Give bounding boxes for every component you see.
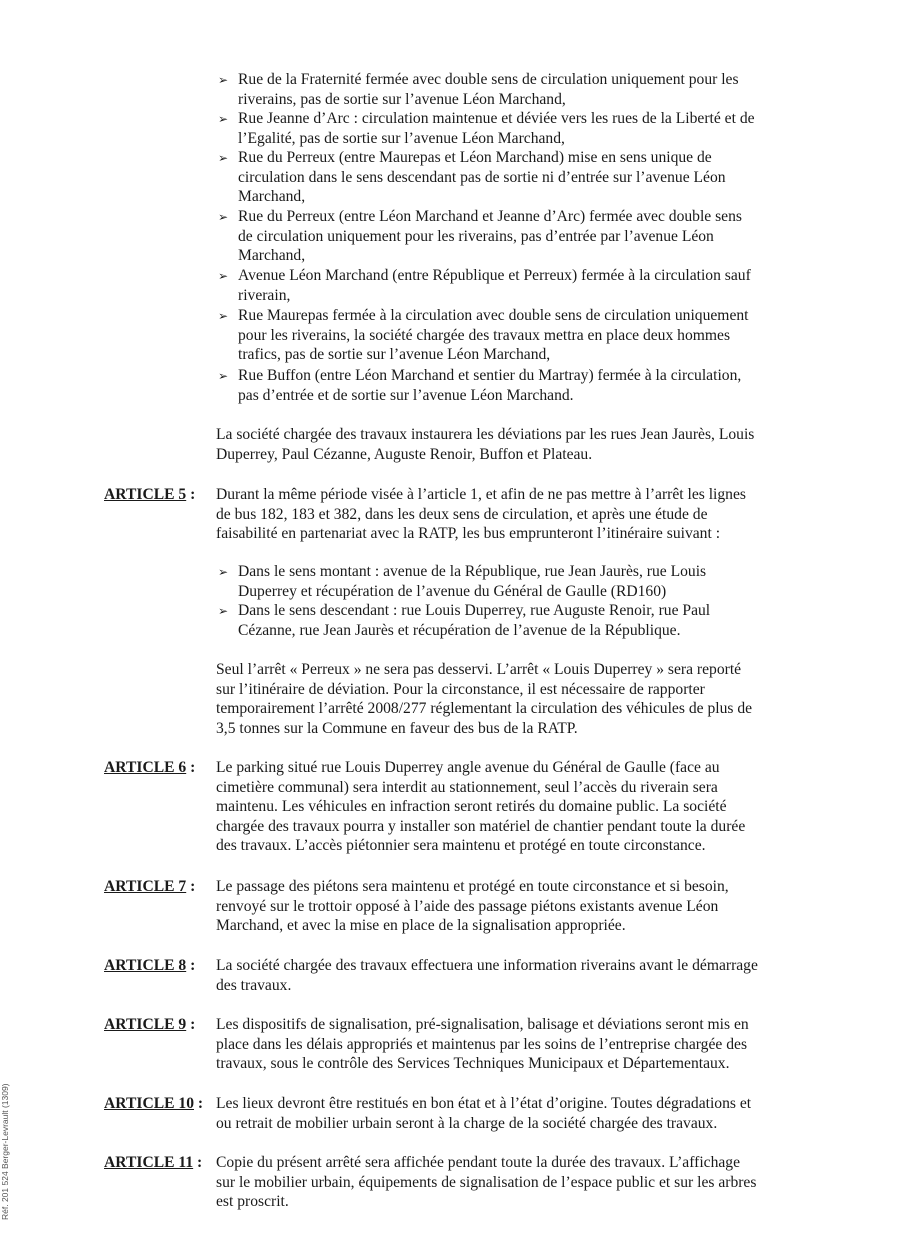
bullet-line: Avenue Léon Marchand (entre République et Perreux) fermée à la circulation sauf <box>238 267 751 284</box>
bullet-line: Marchand, <box>238 188 306 205</box>
article-label <box>104 956 195 976</box>
bullet-line: Duperrey et récupération de l’avenue du Général de Gaulle (RD160) <box>238 582 667 600</box>
bullet-line: Rue Maurepas fermée à la circulation avec double sens de circulation uniquement <box>238 307 749 324</box>
bullet-line: Rue du Perreux (entre Maurepas et Léon Marchand) mise en sens unique de <box>238 149 712 166</box>
article-text-line: renvoyé sur le trottoir opposé à l’aide des passage piétons existants avenue Léon <box>216 897 719 915</box>
bullet-arrow-icon: ➢ <box>218 210 229 224</box>
article-separator: : <box>194 1095 204 1112</box>
bullet-line: riverains, pas de sortie sur l’avenue Léon Marchand, <box>238 90 566 108</box>
article-text-line: chargée des travaux pourra y installer son matériel de chantier pendant toute la durée <box>216 817 746 835</box>
article-label <box>104 1153 202 1173</box>
bullet-line: de circulation uniquement pour les riverains, pas d’entrée par l’avenue Léon <box>238 227 714 245</box>
bullet-arrow-icon: ➢ <box>218 73 229 87</box>
article-text-line: cimetière communal) sera interdit au stationnement, seul l’accès du riverain sera <box>216 778 718 796</box>
article-label <box>104 1094 203 1114</box>
article-text-line: ou retrait de mobilier urbain seront à la charge de la société chargée des travaux. <box>216 1114 718 1132</box>
article-number: ARTICLE 7 <box>104 878 187 895</box>
paragraph-line: temporairement l’arrêté 2008/277 réglementant la circulation des véhicules de plus de <box>216 700 753 717</box>
article-separator: : <box>186 878 196 895</box>
paragraph-line: sur l’itinéraire de déviation. Pour la circonstance, il est nécessaire de rapporter <box>216 680 705 698</box>
article-text-line: Les dispositifs de signalisation, pré-signalisation, balisage et déviations seront mis en <box>216 1016 749 1033</box>
article-text-line: est proscrit. <box>216 1193 289 1210</box>
bullet-arrow-icon: ➢ <box>218 369 229 383</box>
article-label <box>104 877 195 897</box>
bullet-line: Marchand, <box>238 247 306 264</box>
article-text-line: de bus 182, 183 et 382, dans les deux sens de circulation, et après une étude de <box>216 505 708 523</box>
article-text-line: La société chargée des travaux effectuera une information riverains avant le démarrage <box>216 957 758 974</box>
paragraph-line: Seul l’arrêt « Perreux » ne sera pas desservi. L’arrêt « Louis Duperrey » sera reporté <box>216 661 742 678</box>
article-number: ARTICLE 11 <box>104 1154 194 1171</box>
bullet-line: riverain, <box>238 286 291 304</box>
bullet-line: Dans le sens montant : avenue de la République, rue Jean Jaurès, rue Louis <box>238 563 707 580</box>
article-text-line: Le parking situé rue Louis Duperrey angle avenue du Général de Gaulle (face au <box>216 759 720 776</box>
article-text-line: Le passage des piétons sera maintenu et protégé en toute circonstance et si besoin, <box>216 878 729 895</box>
bullet-line: Rue Buffon (entre Léon Marchand et sentier du Martray) fermée à la circulation, <box>238 367 742 384</box>
bullet-line: circulation dans le sens descendant pas de sortie ni d’entrée sur l’avenue Léon <box>238 168 726 186</box>
bullet-line: Rue Jeanne d’Arc : circulation maintenue et déviée vers les rues de la Liberté et de <box>238 110 755 127</box>
article-number: ARTICLE 5 <box>104 486 187 503</box>
article-separator: : <box>186 957 196 974</box>
bullet-arrow-icon: ➢ <box>218 565 229 579</box>
article-separator: : <box>186 1016 196 1033</box>
article-text-line: maintenu. Les véhicules en infraction seront retirés du domaine public. La société <box>216 798 727 815</box>
article-number: ARTICLE 9 <box>104 1016 187 1033</box>
bullet-arrow-icon: ➢ <box>218 269 229 283</box>
bullet-arrow-icon: ➢ <box>218 151 229 165</box>
bullet-line: Dans le sens descendant : rue Louis Duperrey, rue Auguste Renoir, rue Paul <box>238 602 711 619</box>
bullet-line: Rue du Perreux (entre Léon Marchand et Jeanne d’Arc) fermée avec double sens <box>238 208 742 225</box>
article-separator: : <box>186 486 196 503</box>
article-label <box>104 485 195 505</box>
article-text-line: Les lieux devront être restitués en bon état et à l’état d’origine. Toutes dégradations et <box>216 1095 752 1112</box>
bullet-line: l’Egalité, pas de sortie sur l’avenue Léon Marchand, <box>238 129 565 147</box>
side-reference: Réf. 201 524 Berger-Levrault (1309) <box>0 1083 10 1220</box>
article-text-line: Durant la même période visée à l’article 1, et afin de ne pas mettre à l’arrêt les lignes <box>216 486 746 503</box>
article-text-line: sur le mobilier urbain, équipements de signalisation de l’espace public et sur les arbres <box>216 1173 757 1191</box>
paragraph-line: 3,5 tonnes sur la Commune en faveur des bus de la RATP. <box>216 719 578 737</box>
bullet-arrow-icon: ➢ <box>218 112 229 126</box>
article-label <box>104 758 195 778</box>
article-text-line: des travaux. L’accès piétonnier sera maintenu et protégé en toute circonstance. <box>216 837 706 854</box>
bullet-arrow-icon: ➢ <box>218 604 229 618</box>
bullet-line: trafics, pas de sortie sur l’avenue Léon Marchand, <box>238 346 551 363</box>
bullet-line: Cézanne, rue Jean Jaurès et récupération de l’avenue de la République. <box>238 621 681 639</box>
article-text-line: place dans les délais appropriés et maintenus par les soins de l’entreprise chargée des <box>216 1035 748 1053</box>
bullet-line: pas d’entrée et de sortie sur l’avenue Léon Marchand. <box>238 386 574 404</box>
paragraph-line: La société chargée des travaux instaurera les déviations par les rues Jean Jaurès, Louis <box>216 426 755 443</box>
article-number: ARTICLE 8 <box>104 957 187 974</box>
article-separator: : <box>186 759 196 776</box>
article-text-line: faisabilité en partenariat avec la RATP, les bus emprunteront l’itinéraire suivant : <box>216 525 721 542</box>
paragraph-line: Duperrey, Paul Cézanne, Auguste Renoir, Buffon et Plateau. <box>216 445 593 463</box>
article-text-line: Copie du présent arrêté sera affichée pendant toute la durée des travaux. L’affichage <box>216 1154 741 1171</box>
article-text-line: Marchand, et avec la mise en place de la signalisation appropriée. <box>216 917 626 934</box>
bullet-line: pour les riverains, la société chargée des travaux mettra en place deux hommes <box>238 326 731 344</box>
article-separator: : <box>193 1154 203 1171</box>
bullet-line: Rue de la Fraternité fermée avec double sens de circulation uniquement pour les <box>238 71 739 88</box>
article-number: ARTICLE 6 <box>104 759 187 776</box>
bullet-arrow-icon: ➢ <box>218 309 229 323</box>
article-label <box>104 1015 195 1035</box>
article-text-line: des travaux. <box>216 976 292 994</box>
article-number: ARTICLE 10 <box>104 1095 194 1112</box>
article-text-line: travaux, sous le contrôle des Services Techniques Municipaux et Départementaux. <box>216 1055 730 1072</box>
